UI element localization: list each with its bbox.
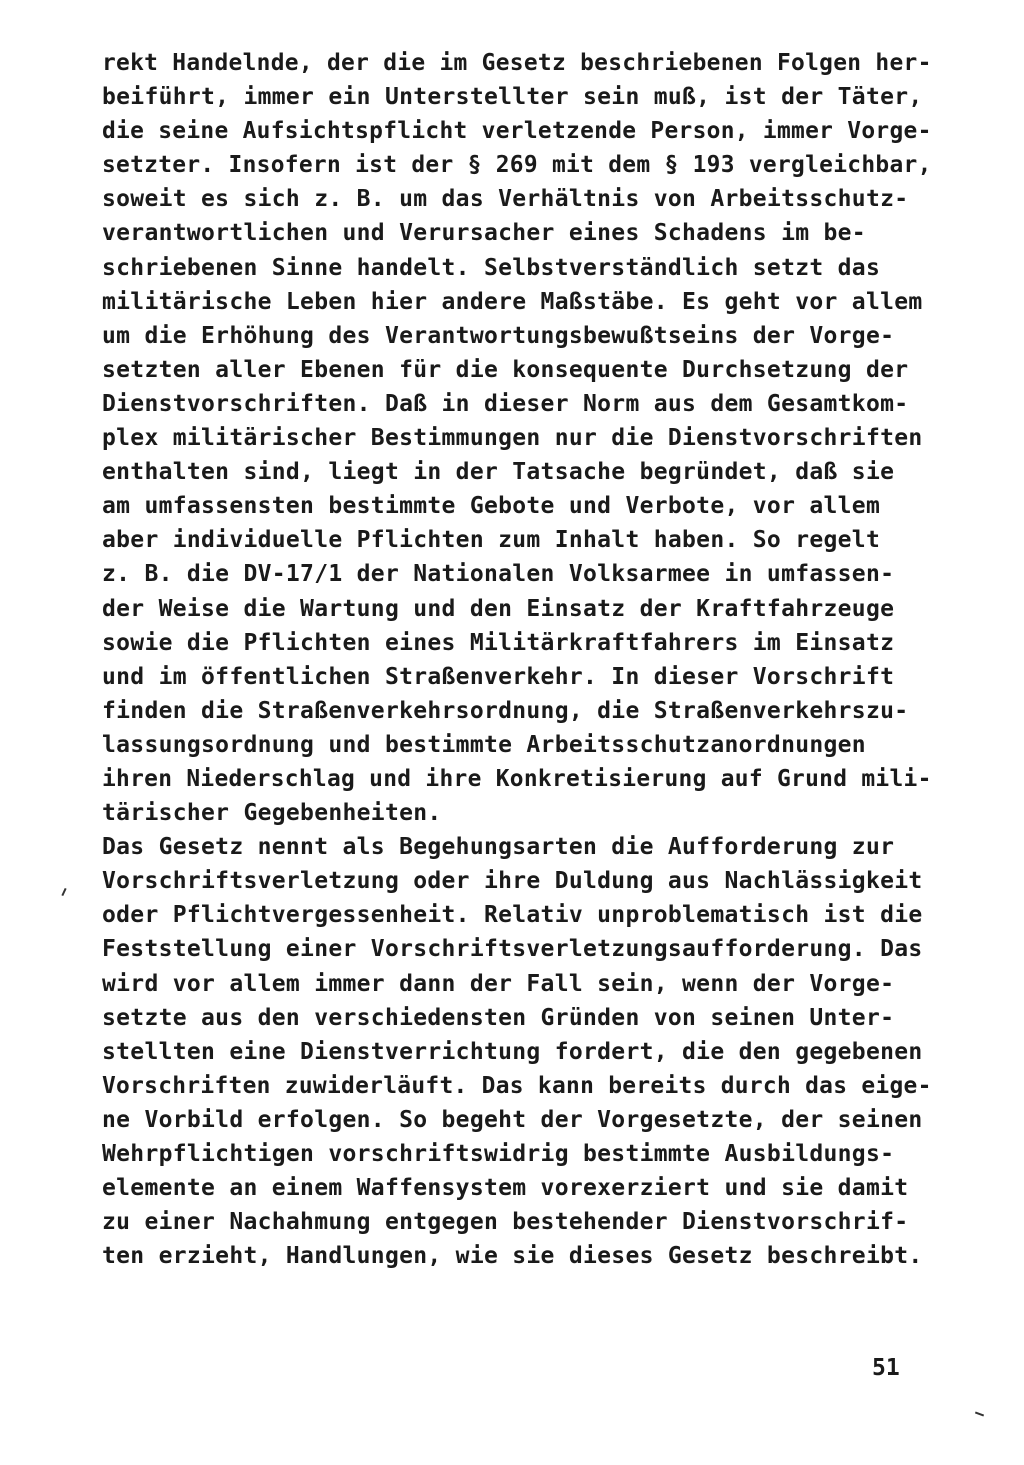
text-line: am umfassensten bestimmte Gebote und Verbote, vor allem [102, 493, 881, 520]
text-line: sowie die Pflichten eines Militärkraftfahrers im Einsatz [102, 629, 895, 656]
text-line: Feststellung einer Vorschriftsverletzungsaufforderung. Das [102, 936, 923, 963]
text-line: enthalten sind, liegt in der Tatsache begründet, daß sie [102, 459, 895, 486]
text-line: Das Gesetz nennt als Begehungsarten die Aufforderung zur [102, 834, 895, 861]
text-line: plex militärischer Bestimmungen nur die Dienstvorschriften [102, 425, 923, 452]
text-line: lassungsordnung und bestimmte Arbeitsschutzanordnungen [102, 731, 866, 758]
text-line: aber individuelle Pflichten zum Inhalt haben. So regelt [102, 527, 881, 554]
text-line: wird vor allem immer dann der Fall sein, wenn der Vorge- [102, 970, 895, 997]
text-line: Wehrpflichtigen vorschriftswidrig bestimmte Ausbildungs- [102, 1141, 895, 1167]
text-line: elemente an einem Waffensystem vorexerziert und sie damit [102, 1175, 909, 1202]
text-line: tärischer Gegebenheiten. [102, 800, 442, 827]
text-line: finden die Straßenverkehrsordnung, die Straßenverkehrszu- [102, 697, 909, 724]
text-line: Vorschriften zuwiderläuft. Das kann bereits durch das eige- [102, 1072, 932, 1099]
body-text [102, 46, 932, 1273]
text-line: zu einer Nachahmung entgegen bestehender Dienstvorschrif- [102, 1209, 909, 1236]
text-line: um die Erhöhung des Verantwortungsbewußtseins der Vorge- [102, 322, 895, 349]
scan-speck [975, 1412, 984, 1417]
text-line: der Weise die Wartung und den Einsatz der Kraftfahrzeuge [102, 595, 895, 622]
text-line: Vorschriftsverletzung oder ihre Duldung aus Nachlässigkeit [102, 868, 923, 895]
scan-speck [61, 888, 66, 896]
text-line: oder Pflichtvergessenheit. Relativ unproblematisch ist die [102, 902, 923, 929]
text-line: setzten aller Ebenen für die konsequente Durchsetzung der [102, 356, 909, 383]
text-line: und im öffentlichen Straßenverkehr. In dieser Vorschrift [102, 663, 895, 690]
text-line: ten erzieht, Handlungen, wie sie dieses Gesetz beschreibt. [102, 1243, 923, 1270]
text-line: die seine Aufsichtspflicht verletzende Person, immer Vorge- [102, 118, 932, 145]
text-line: setzter. Insofern ist der § 269 mit dem § 193 vergleichbar, [102, 152, 932, 179]
text-line: beiführt, immer ein Unterstellter sein muß, ist der Täter, [102, 84, 923, 111]
text-line: militärische Leben hier andere Maßstäbe. Es geht vor allem [102, 288, 923, 315]
text-line: rekt Handelnde, der die im Gesetz beschriebenen Folgen her- [102, 50, 932, 76]
text-line: ihren Niederschlag und ihre Konkretisierung auf Grund mili- [102, 765, 932, 792]
text-line: verantwortlichen und Verursacher eines Schadens im be- [102, 220, 866, 247]
text-line: Dienstvorschriften. Daß in dieser Norm aus dem Gesamtkom- [102, 390, 909, 417]
text-line: stellten eine Dienstverrichtung fordert, die den gegebenen [102, 1038, 923, 1065]
text-line: ne Vorbild erfolgen. So begeht der Vorgesetzte, der seinen [102, 1106, 923, 1133]
text-line: soweit es sich z. B. um das Verhältnis von Arbeitsschutz- [102, 186, 909, 213]
text-line: schriebenen Sinne handelt. Selbstverständlich setzt das [102, 254, 881, 281]
text-line: setzte aus den verschiedensten Gründen von seinen Unter- [102, 1004, 895, 1031]
text-line: z. B. die DV-17/1 der Nationalen Volksarmee in umfassen- [102, 561, 895, 588]
page-number: 51 [872, 1355, 900, 1381]
